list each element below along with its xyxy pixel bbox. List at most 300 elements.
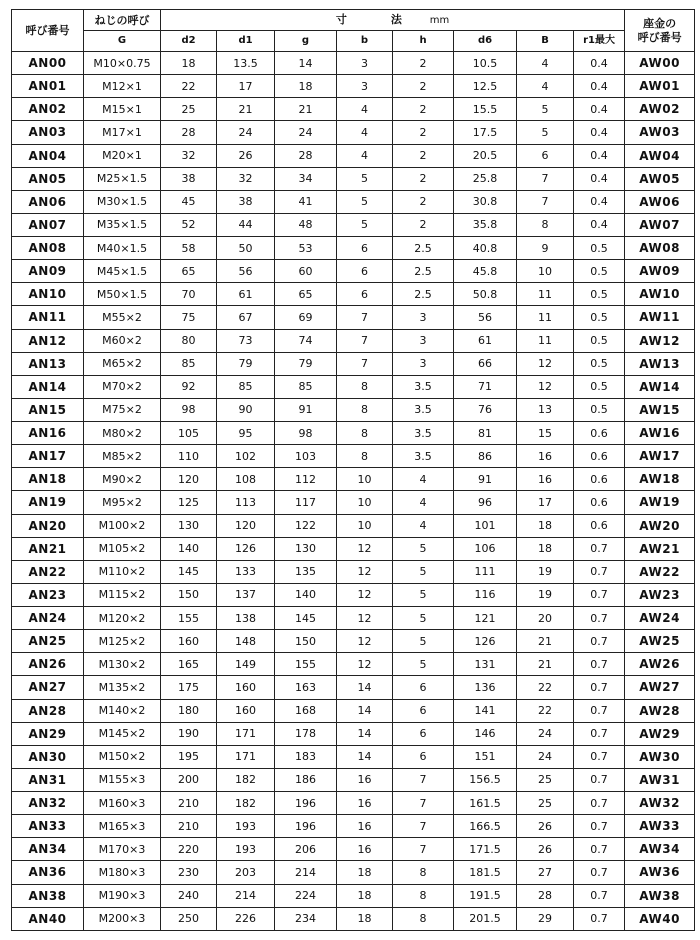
- washer-number-cell: AW26: [625, 653, 695, 676]
- table-row: [12, 815, 695, 838]
- table-body: [12, 52, 695, 931]
- table-cell: 2: [393, 190, 454, 213]
- table-cell: 7: [393, 792, 454, 815]
- table-cell: 18: [161, 52, 217, 75]
- table-cell: M125×2: [84, 630, 161, 653]
- table-cell: 145: [275, 607, 337, 630]
- table-row: [12, 745, 695, 768]
- table-cell: 0.5: [574, 237, 625, 260]
- table-cell: 196: [275, 815, 337, 838]
- table-cell: 12: [337, 560, 393, 583]
- washer-number-cell: AW08: [625, 237, 695, 260]
- table-cell: 171: [217, 722, 275, 745]
- table-cell: 182: [217, 768, 275, 791]
- table-cell: 136: [454, 676, 517, 699]
- table-cell: 17.5: [454, 121, 517, 144]
- table-cell: 0.7: [574, 722, 625, 745]
- dimensions-unit: mm: [429, 15, 450, 26]
- table-cell: 65: [161, 260, 217, 283]
- table-cell: 91: [275, 398, 337, 421]
- table-cell: 48: [275, 213, 337, 236]
- table-cell: 8: [337, 422, 393, 445]
- nut-number-cell: AN01: [12, 75, 84, 98]
- table-cell: 125: [161, 491, 217, 514]
- table-row: [12, 653, 695, 676]
- washer-number-cell: AW36: [625, 861, 695, 884]
- table-cell: 3: [337, 52, 393, 75]
- table-cell: 8: [337, 375, 393, 398]
- table-cell: 3: [393, 306, 454, 329]
- table-cell: M25×1.5: [84, 167, 161, 190]
- table-cell: 182: [217, 792, 275, 815]
- table-cell: 140: [275, 583, 337, 606]
- table-cell: 113: [217, 491, 275, 514]
- nut-number-cell: AN40: [12, 907, 84, 930]
- table-row: [12, 352, 695, 375]
- table-cell: 156.5: [454, 768, 517, 791]
- washer-number-cell: AW34: [625, 838, 695, 861]
- washer-number-cell: AW03: [625, 121, 695, 144]
- table-cell: 2: [393, 52, 454, 75]
- table-cell: 4: [337, 121, 393, 144]
- table-cell: 0.4: [574, 167, 625, 190]
- table-row: [12, 52, 695, 75]
- nut-number-cell: AN08: [12, 237, 84, 260]
- table-cell: 32: [161, 144, 217, 167]
- nut-number-cell: AN23: [12, 583, 84, 606]
- table-cell: M40×1.5: [84, 237, 161, 260]
- washer-number-cell: AW07: [625, 213, 695, 236]
- table-cell: 22: [517, 676, 574, 699]
- table-cell: 26: [217, 144, 275, 167]
- table-cell: 0.7: [574, 653, 625, 676]
- table-cell: 0.4: [574, 121, 625, 144]
- table-cell: 105: [161, 422, 217, 445]
- table-cell: 201.5: [454, 907, 517, 930]
- table-cell: 3.5: [393, 375, 454, 398]
- table-cell: 108: [217, 468, 275, 491]
- table-cell: 5: [517, 98, 574, 121]
- table-cell: 11: [517, 306, 574, 329]
- table-cell: M200×3: [84, 907, 161, 930]
- washer-number-cell: AW14: [625, 375, 695, 398]
- table-cell: M70×2: [84, 375, 161, 398]
- table-cell: 4: [337, 98, 393, 121]
- table-cell: 13: [517, 398, 574, 421]
- table-row: [12, 560, 695, 583]
- table-cell: 26: [517, 815, 574, 838]
- table-cell: 0.7: [574, 884, 625, 907]
- washer-number-cell: AW10: [625, 283, 695, 306]
- table-cell: 85: [161, 352, 217, 375]
- nut-number-cell: AN03: [12, 121, 84, 144]
- table-cell: 120: [161, 468, 217, 491]
- table-cell: 0.5: [574, 352, 625, 375]
- table-cell: 10: [337, 514, 393, 537]
- table-row: [12, 167, 695, 190]
- table-cell: 0.7: [574, 815, 625, 838]
- table-cell: 6: [337, 237, 393, 260]
- table-cell: 28: [275, 144, 337, 167]
- table-row: [12, 260, 695, 283]
- table-cell: 20.5: [454, 144, 517, 167]
- table-cell: 0.7: [574, 699, 625, 722]
- table-cell: 25: [161, 98, 217, 121]
- table-cell: 0.5: [574, 306, 625, 329]
- table-cell: 15: [517, 422, 574, 445]
- washer-number-cell: AW32: [625, 792, 695, 815]
- washer-number-cell: AW01: [625, 75, 695, 98]
- table-cell: 7: [337, 352, 393, 375]
- table-cell: 5: [393, 630, 454, 653]
- washer-number-cell: AW13: [625, 352, 695, 375]
- table-cell: 121: [454, 607, 517, 630]
- table-cell: 250: [161, 907, 217, 930]
- table-cell: 5: [337, 167, 393, 190]
- nut-number-cell: AN20: [12, 514, 84, 537]
- table-cell: 18: [517, 537, 574, 560]
- table-cell: 12: [517, 375, 574, 398]
- washer-number-cell: AW24: [625, 607, 695, 630]
- table-cell: 79: [217, 352, 275, 375]
- table-cell: 160: [217, 699, 275, 722]
- nut-number-cell: AN13: [12, 352, 84, 375]
- table-cell: M65×2: [84, 352, 161, 375]
- table-cell: 2.5: [393, 283, 454, 306]
- washer-number-cell: AW11: [625, 306, 695, 329]
- table-cell: 98: [161, 398, 217, 421]
- table-cell: 61: [217, 283, 275, 306]
- table-row: [12, 583, 695, 606]
- table-cell: 226: [217, 907, 275, 930]
- table-cell: M140×2: [84, 699, 161, 722]
- table-cell: 106: [454, 537, 517, 560]
- table-cell: 22: [161, 75, 217, 98]
- table-cell: 11: [517, 329, 574, 352]
- table-cell: 8: [517, 213, 574, 236]
- table-cell: 8: [393, 907, 454, 930]
- table-cell: 75: [161, 306, 217, 329]
- table-cell: 76: [454, 398, 517, 421]
- table-cell: 181.5: [454, 861, 517, 884]
- table-cell: 117: [275, 491, 337, 514]
- table-cell: 126: [454, 630, 517, 653]
- column-header-1: d1: [217, 31, 275, 52]
- table-cell: 92: [161, 375, 217, 398]
- table-cell: M55×2: [84, 306, 161, 329]
- table-cell: 7: [393, 815, 454, 838]
- table-cell: 5: [393, 537, 454, 560]
- table-cell: 138: [217, 607, 275, 630]
- table-cell: 150: [161, 583, 217, 606]
- table-cell: 67: [217, 306, 275, 329]
- table-cell: 7: [517, 190, 574, 213]
- table-cell: 101: [454, 514, 517, 537]
- table-cell: 34: [275, 167, 337, 190]
- table-cell: 195: [161, 745, 217, 768]
- table-cell: 151: [454, 745, 517, 768]
- table-row: [12, 722, 695, 745]
- nut-number-cell: AN34: [12, 838, 84, 861]
- table-row: [12, 306, 695, 329]
- washer-number-cell: AW28: [625, 699, 695, 722]
- table-cell: 161.5: [454, 792, 517, 815]
- table-cell: 110: [161, 445, 217, 468]
- nut-number-cell: AN10: [12, 283, 84, 306]
- table-cell: 2: [393, 98, 454, 121]
- table-cell: 7: [337, 306, 393, 329]
- washer-number-cell: AW40: [625, 907, 695, 930]
- table-cell: 7: [393, 838, 454, 861]
- table-cell: 214: [275, 861, 337, 884]
- column-header-2: g: [275, 31, 337, 52]
- table-cell: 186: [275, 768, 337, 791]
- table-cell: 6: [337, 283, 393, 306]
- table-cell: 155: [161, 607, 217, 630]
- table-cell: 18: [517, 514, 574, 537]
- table-cell: 26: [517, 838, 574, 861]
- table-cell: 0.6: [574, 445, 625, 468]
- table-cell: 137: [217, 583, 275, 606]
- table-cell: 112: [275, 468, 337, 491]
- table-row: [12, 838, 695, 861]
- table-cell: 0.4: [574, 98, 625, 121]
- table-cell: 103: [275, 445, 337, 468]
- table-cell: 163: [275, 676, 337, 699]
- table-cell: 50.8: [454, 283, 517, 306]
- table-cell: 130: [275, 537, 337, 560]
- table-cell: 69: [275, 306, 337, 329]
- washer-number-cell: AW27: [625, 676, 695, 699]
- column-header-3: b: [337, 31, 393, 52]
- table-cell: M12×1: [84, 75, 161, 98]
- washer-number-cell: AW25: [625, 630, 695, 653]
- table-cell: 0.7: [574, 745, 625, 768]
- table-cell: 28: [517, 884, 574, 907]
- table-cell: 24: [217, 121, 275, 144]
- table-row: [12, 75, 695, 98]
- washer-number-cell: AW22: [625, 560, 695, 583]
- table-cell: 15.5: [454, 98, 517, 121]
- table-cell: 25: [517, 768, 574, 791]
- nut-number-cell: AN36: [12, 861, 84, 884]
- table-row: [12, 768, 695, 791]
- nut-number-cell: AN29: [12, 722, 84, 745]
- table-cell: M145×2: [84, 722, 161, 745]
- washer-number-header: [625, 10, 695, 52]
- table-cell: 27: [517, 861, 574, 884]
- table-cell: 5: [393, 560, 454, 583]
- table-cell: 0.5: [574, 375, 625, 398]
- table-cell: M115×2: [84, 583, 161, 606]
- table-cell: 8: [337, 445, 393, 468]
- washer-number-cell: AW18: [625, 468, 695, 491]
- table-cell: 80: [161, 329, 217, 352]
- table-cell: 234: [275, 907, 337, 930]
- table-cell: 160: [161, 630, 217, 653]
- nut-number-cell: AN04: [12, 144, 84, 167]
- table-row: [12, 190, 695, 213]
- table-cell: 38: [161, 167, 217, 190]
- washer-number-cell: AW30: [625, 745, 695, 768]
- table-cell: 18: [337, 907, 393, 930]
- table-cell: 0.7: [574, 607, 625, 630]
- table-cell: 5: [393, 653, 454, 676]
- table-cell: 2: [393, 167, 454, 190]
- nut-number-cell: AN25: [12, 630, 84, 653]
- washer-number-cell: AW20: [625, 514, 695, 537]
- table-row: [12, 907, 695, 930]
- washer-number-cell: AW12: [625, 329, 695, 352]
- table-cell: 0.5: [574, 398, 625, 421]
- table-cell: 168: [275, 699, 337, 722]
- table-cell: 28: [161, 121, 217, 144]
- table-cell: 4: [393, 491, 454, 514]
- dimensions-header: [161, 10, 625, 31]
- table-cell: 6: [517, 144, 574, 167]
- table-cell: 0.5: [574, 283, 625, 306]
- table-cell: 14: [337, 676, 393, 699]
- table-cell: 10: [337, 468, 393, 491]
- table-cell: 21: [517, 630, 574, 653]
- table-cell: 0.4: [574, 75, 625, 98]
- table-cell: 16: [337, 792, 393, 815]
- table-cell: 0.7: [574, 676, 625, 699]
- table-cell: 3.5: [393, 445, 454, 468]
- washer-number-cell: AW09: [625, 260, 695, 283]
- table-cell: 0.5: [574, 329, 625, 352]
- table-cell: M150×2: [84, 745, 161, 768]
- table-cell: 6: [393, 722, 454, 745]
- table-cell: 21: [217, 98, 275, 121]
- table-cell: 0.7: [574, 560, 625, 583]
- column-header-7: r1最大: [574, 31, 625, 52]
- table-cell: 210: [161, 815, 217, 838]
- table-cell: 150: [275, 630, 337, 653]
- table-cell: M10×0.75: [84, 52, 161, 75]
- table-cell: 73: [217, 329, 275, 352]
- table-cell: M50×1.5: [84, 283, 161, 306]
- nut-number-cell: AN00: [12, 52, 84, 75]
- table-cell: 140: [161, 537, 217, 560]
- table-cell: M85×2: [84, 445, 161, 468]
- table-cell: 171.5: [454, 838, 517, 861]
- table-cell: 0.6: [574, 468, 625, 491]
- table-cell: 12: [337, 630, 393, 653]
- table-cell: M100×2: [84, 514, 161, 537]
- table-row: [12, 468, 695, 491]
- table-cell: 16: [517, 445, 574, 468]
- table-cell: 4: [393, 468, 454, 491]
- table-cell: 14: [275, 52, 337, 75]
- nut-number-cell: AN19: [12, 491, 84, 514]
- table-cell: 220: [161, 838, 217, 861]
- table-cell: 21: [517, 653, 574, 676]
- table-cell: 41: [275, 190, 337, 213]
- table-cell: 0.7: [574, 792, 625, 815]
- table-cell: 0.7: [574, 768, 625, 791]
- table-cell: 12: [337, 583, 393, 606]
- washer-number-cell: AW38: [625, 884, 695, 907]
- table-row: [12, 884, 695, 907]
- table-cell: 183: [275, 745, 337, 768]
- table-cell: 210: [161, 792, 217, 815]
- table-header: [12, 10, 695, 52]
- table-cell: 52: [161, 213, 217, 236]
- table-cell: 29: [517, 907, 574, 930]
- nut-number-cell: AN18: [12, 468, 84, 491]
- table-cell: 12: [517, 352, 574, 375]
- table-cell: 25.8: [454, 167, 517, 190]
- table-row: [12, 445, 695, 468]
- table-cell: 74: [275, 329, 337, 352]
- table-cell: 19: [517, 583, 574, 606]
- table-cell: 190: [161, 722, 217, 745]
- table-cell: M15×1: [84, 98, 161, 121]
- table-row: [12, 375, 695, 398]
- table-cell: 2: [393, 213, 454, 236]
- table-cell: M160×3: [84, 792, 161, 815]
- table-cell: 5: [517, 121, 574, 144]
- table-cell: 131: [454, 653, 517, 676]
- table-cell: M20×1: [84, 144, 161, 167]
- table-cell: 0.7: [574, 537, 625, 560]
- table-cell: 7: [393, 768, 454, 791]
- table-cell: M180×3: [84, 861, 161, 884]
- table-cell: 149: [217, 653, 275, 676]
- nut-number-cell: AN26: [12, 653, 84, 676]
- table-cell: 3: [337, 75, 393, 98]
- table-cell: 24: [517, 722, 574, 745]
- column-header-0: d2: [161, 31, 217, 52]
- table-cell: 193: [217, 815, 275, 838]
- table-cell: 203: [217, 861, 275, 884]
- table-cell: 6: [393, 676, 454, 699]
- table-cell: 91: [454, 468, 517, 491]
- table-cell: 193: [217, 838, 275, 861]
- table-cell: 17: [217, 75, 275, 98]
- table-cell: 240: [161, 884, 217, 907]
- table-cell: 9: [517, 237, 574, 260]
- table-row: [12, 398, 695, 421]
- table-cell: M35×1.5: [84, 213, 161, 236]
- nut-number-cell: AN14: [12, 375, 84, 398]
- nut-number-cell: AN31: [12, 768, 84, 791]
- table-cell: 126: [217, 537, 275, 560]
- nut-number-cell: AN32: [12, 792, 84, 815]
- table-cell: 16: [337, 815, 393, 838]
- table-row: [12, 676, 695, 699]
- table-cell: 61: [454, 329, 517, 352]
- table-cell: M130×2: [84, 653, 161, 676]
- nut-number-cell: AN22: [12, 560, 84, 583]
- washer-number-cell: AW31: [625, 768, 695, 791]
- table-cell: 3.5: [393, 422, 454, 445]
- table-cell: 85: [275, 375, 337, 398]
- washer-number-cell: AW05: [625, 167, 695, 190]
- table-cell: 146: [454, 722, 517, 745]
- nut-number-cell: AN30: [12, 745, 84, 768]
- dimensions-title: 寸 法: [335, 13, 402, 26]
- table-cell: 4: [393, 514, 454, 537]
- table-cell: 206: [275, 838, 337, 861]
- table-cell: 10.5: [454, 52, 517, 75]
- table-cell: M110×2: [84, 560, 161, 583]
- table-cell: 79: [275, 352, 337, 375]
- nut-number-cell: AN33: [12, 815, 84, 838]
- table-cell: M17×1: [84, 121, 161, 144]
- table-cell: 24: [275, 121, 337, 144]
